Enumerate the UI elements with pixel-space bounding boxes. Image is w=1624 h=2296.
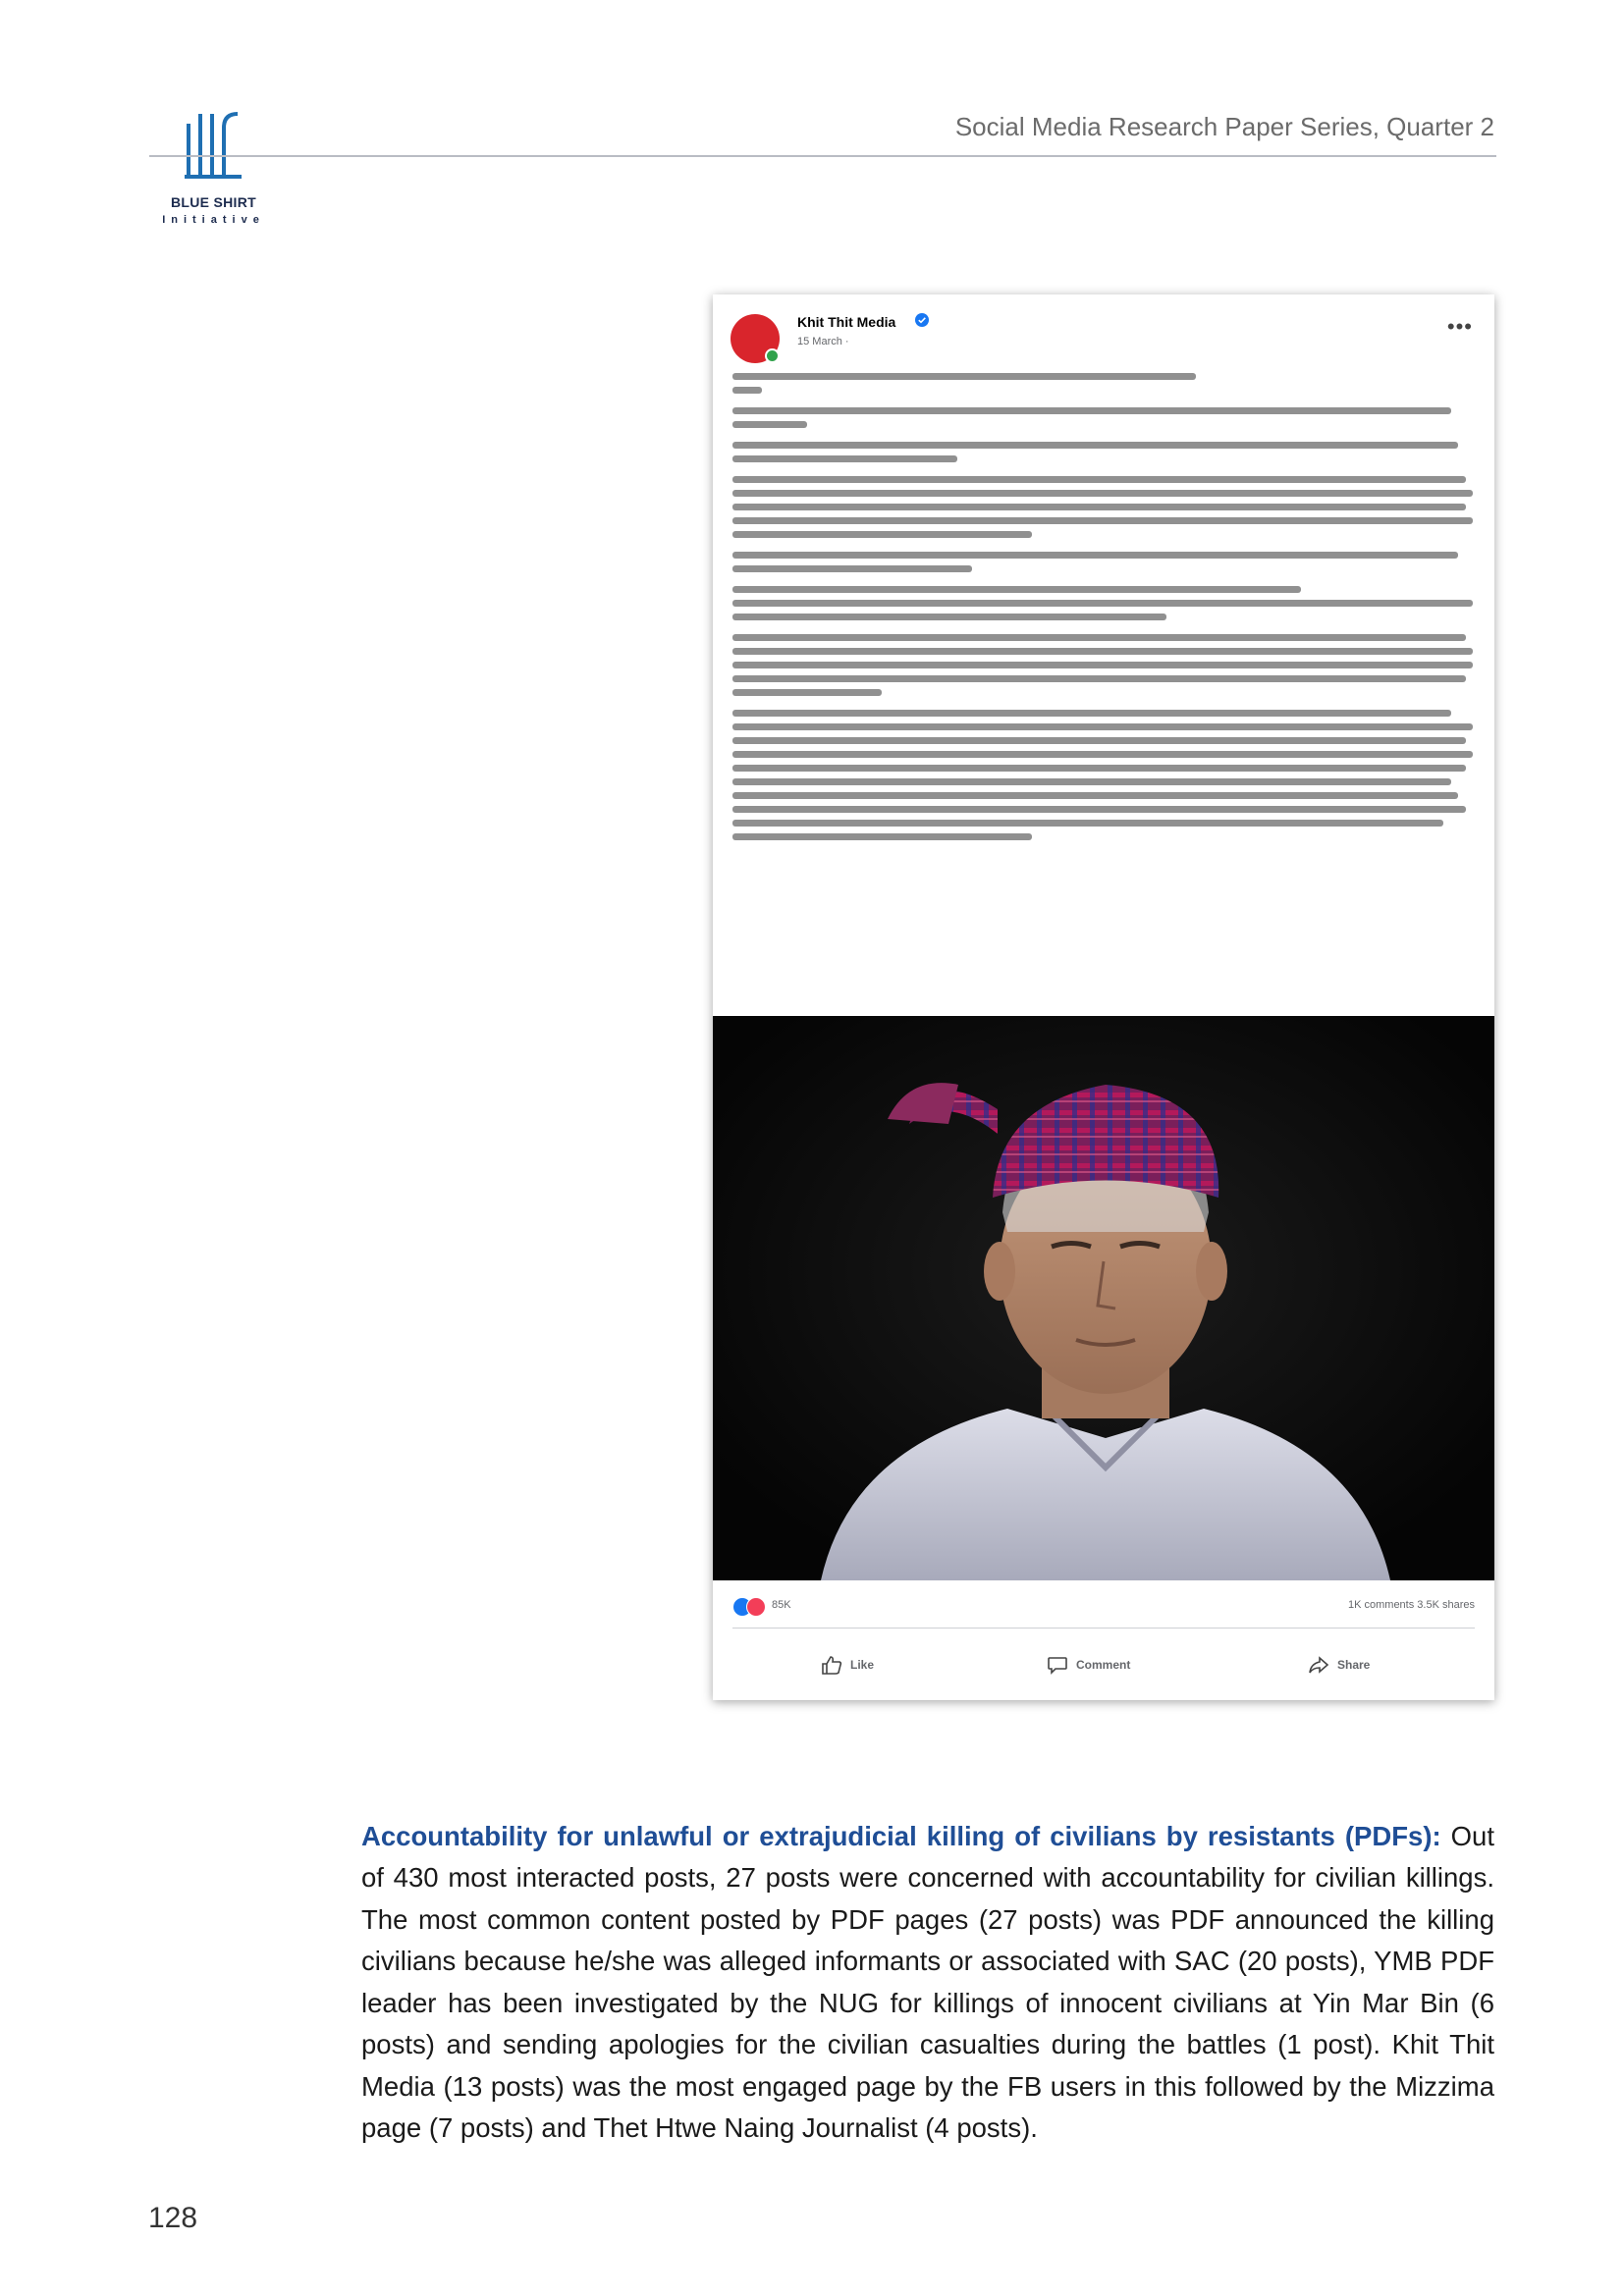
paragraph-text: Out of 430 most interacted posts, 27 posts were concerned with accountability for civilian killings. The most common content posted by PDF pages (27 posts) was PDF announced the killing civilians because he/she was alleged informants or associated with SAC (20 posts), YMB PDF leader has been investigated by the NUG for killings of innocent civilians at Yin Mar Bin (6 posts) and sending apologies for the civilian casualties during the battles (1 post). Khit Thit Media (13 posts) was the most engaged page by the FB users in this followed by the Mizzima page (7 posts) and Thet Htwe Naing Journalist (4 posts). xyxy=(361,1820,1494,2143)
avatar xyxy=(731,314,780,363)
like-button[interactable] xyxy=(821,1653,874,1677)
post-timestamp: 15 March · xyxy=(797,336,849,347)
more-options-icon[interactable]: ••• xyxy=(1446,314,1473,339)
blue-shirt-logo xyxy=(147,106,280,234)
page-number: 128 xyxy=(148,2202,198,2234)
comment-button[interactable] xyxy=(1047,1653,1130,1677)
paragraph-lead-heading: Accountability for unlawful or extrajudicial killing of civilians by resistants (PDFs): xyxy=(361,1820,1441,1851)
logo-subtitle: Initiative xyxy=(162,214,265,226)
series-title: Social Media Research Paper Series, Quarter 2 xyxy=(954,112,1494,141)
logo-mark-icon xyxy=(185,106,244,185)
share-button[interactable] xyxy=(1308,1653,1370,1677)
like-label: Like xyxy=(850,1658,875,1672)
actions-divider xyxy=(732,1628,1475,1629)
comment-label: Comment xyxy=(1076,1658,1131,1672)
love-reaction-icon xyxy=(746,1597,766,1617)
facebook-post-screenshot xyxy=(713,294,1494,1700)
post-photo-portrait xyxy=(713,1016,1494,1580)
verified-badge-icon xyxy=(915,313,929,327)
header-rule xyxy=(149,155,1496,157)
comment-share-stats[interactable]: 1K comments 3.5K shares xyxy=(1347,1599,1475,1611)
post-page-name: Khit Thit Media xyxy=(797,314,896,330)
share-label: Share xyxy=(1337,1658,1371,1672)
share-icon xyxy=(1308,1655,1329,1675)
post-text-blurred xyxy=(732,373,1481,908)
body-paragraph xyxy=(361,1816,1494,2150)
portrait-image xyxy=(713,1016,1494,1580)
logo-name: BLUE SHIRT xyxy=(171,194,256,210)
reaction-count[interactable]: 85K xyxy=(772,1599,791,1611)
comment-icon xyxy=(1047,1655,1068,1675)
thumbs-up-icon xyxy=(821,1655,842,1675)
reactions-bar xyxy=(732,1597,1475,1617)
